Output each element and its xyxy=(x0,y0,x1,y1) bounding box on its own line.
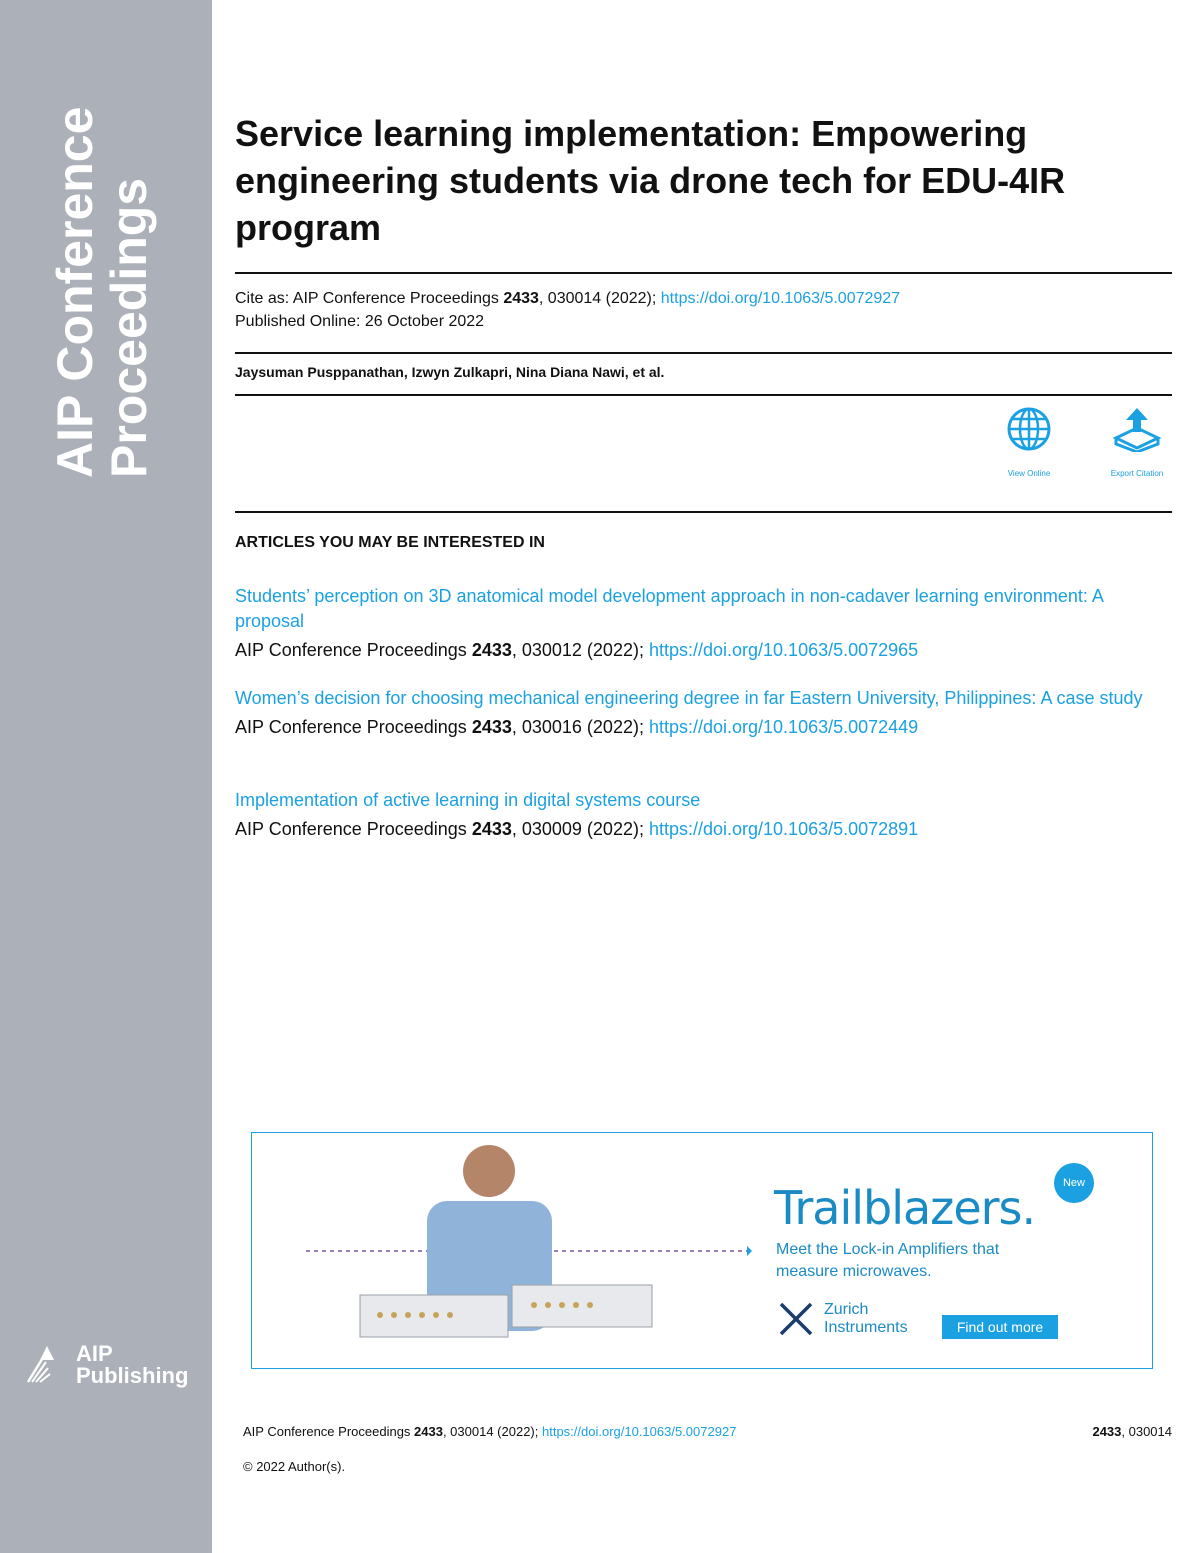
related-article-doi-link[interactable]: https://doi.org/10.1063/5.0072449 xyxy=(648,717,919,737)
cite-line xyxy=(235,287,900,310)
related-article xyxy=(235,686,1172,740)
citation-block xyxy=(235,287,900,333)
export-citation-button[interactable] xyxy=(1097,406,1177,478)
related-article-doi-link[interactable]: https://doi.org/10.1063/5.0072965 xyxy=(648,640,919,660)
ad-subtext xyxy=(776,1239,999,1283)
cite-rest: , 030014 (2022); xyxy=(538,290,661,307)
sidebar xyxy=(0,0,212,1553)
related-article-source xyxy=(235,715,1172,740)
published-date: Published Online: 26 October 2022 xyxy=(235,313,485,330)
divider xyxy=(235,511,1172,513)
footer-volume: 2433 xyxy=(414,1424,443,1439)
related-article-source xyxy=(235,817,1172,842)
ad-person-photo xyxy=(252,1133,752,1368)
ad-subtext-line2: measure microwaves. xyxy=(776,1263,932,1280)
source-volume: 2433 xyxy=(471,640,512,660)
advertisement-banner[interactable] xyxy=(251,1132,1153,1369)
copyright: © 2022 Author(s). xyxy=(243,1459,346,1474)
divider xyxy=(235,272,1172,274)
source-rest: , 030009 (2022); xyxy=(511,819,649,839)
ad-subtext-line1: Meet the Lock-in Amplifiers that xyxy=(776,1241,1000,1258)
zi-line1: Zurich xyxy=(824,1301,869,1318)
view-online-label: View Online xyxy=(1007,469,1051,478)
journal-name-line2: Proceedings xyxy=(101,177,157,478)
footer-right-rest: , 030014 xyxy=(1121,1424,1172,1439)
source-rest: , 030012 (2022); xyxy=(511,640,649,660)
cite-prefix: Cite as: AIP Conference Proceedings xyxy=(235,290,504,307)
cite-doi-link[interactable]: https://doi.org/10.1063/5.0072927 xyxy=(660,290,901,307)
related-article xyxy=(235,584,1172,663)
aip-logo-icon xyxy=(24,1342,70,1388)
related-article-doi-link[interactable]: https://doi.org/10.1063/5.0072891 xyxy=(648,819,919,839)
related-article-title-link[interactable]: Women’s decision for choosing mechanical engineering degree in far Eastern University, Philippines: A case study xyxy=(235,688,1143,708)
divider xyxy=(235,352,1172,354)
related-article xyxy=(235,788,1172,842)
cite-volume: 2433 xyxy=(503,290,539,307)
source-volume: 2433 xyxy=(471,819,512,839)
ad-headline: Trailblazers. xyxy=(774,1181,1036,1235)
source-name: AIP Conference Proceedings xyxy=(235,819,472,839)
zi-logo-icon xyxy=(778,1301,814,1337)
journal-name-vertical xyxy=(48,107,156,478)
zi-line2: Instruments xyxy=(824,1319,908,1336)
related-article-title-link[interactable]: Implementation of active learning in digital systems course xyxy=(235,790,701,810)
export-icon xyxy=(1112,406,1162,452)
journal-name-line1: AIP Conference xyxy=(47,106,103,478)
footer-page-id xyxy=(1092,1424,1172,1439)
footer-right-volume: 2433 xyxy=(1092,1424,1122,1439)
zurich-instruments-logo xyxy=(778,1301,908,1337)
article-title: Service learning implementation: Empowering engineering students via drone tech for EDU-4IR program xyxy=(235,113,1066,248)
related-article-title-link[interactable]: Students’ perception on 3D anatomical model development approach in non-cadaver learning environment: A proposal xyxy=(235,586,1103,631)
footer-citation xyxy=(243,1424,1172,1439)
source-name: AIP Conference Proceedings xyxy=(235,717,472,737)
footer-source: AIP Conference Proceedings xyxy=(243,1424,415,1439)
aip-publishing-logo[interactable] xyxy=(24,1342,188,1388)
logo-text-publishing: Publishing xyxy=(76,1363,189,1388)
export-citation-label: Export Citation xyxy=(1110,469,1164,478)
related-article-source xyxy=(235,638,1172,663)
footer-rest: , 030014 (2022); xyxy=(442,1424,542,1439)
source-volume: 2433 xyxy=(471,717,512,737)
source-rest: , 030016 (2022); xyxy=(511,717,649,737)
related-articles-heading: ARTICLES YOU MAY BE INTERESTED IN xyxy=(235,534,545,551)
footer-doi-link[interactable]: https://doi.org/10.1063/5.0072927 xyxy=(541,1424,737,1439)
new-badge: New xyxy=(1054,1163,1094,1203)
authors: Jaysuman Pusppanathan, Izwyn Zulkapri, Nina Diana Nawi, et al. xyxy=(235,364,665,380)
logo-text-aip: AIP xyxy=(76,1341,113,1366)
globe-icon xyxy=(1006,406,1052,452)
divider xyxy=(235,394,1172,396)
view-online-button[interactable] xyxy=(989,406,1069,478)
find-out-more-button[interactable]: Find out more xyxy=(942,1315,1058,1339)
source-name: AIP Conference Proceedings xyxy=(235,640,472,660)
